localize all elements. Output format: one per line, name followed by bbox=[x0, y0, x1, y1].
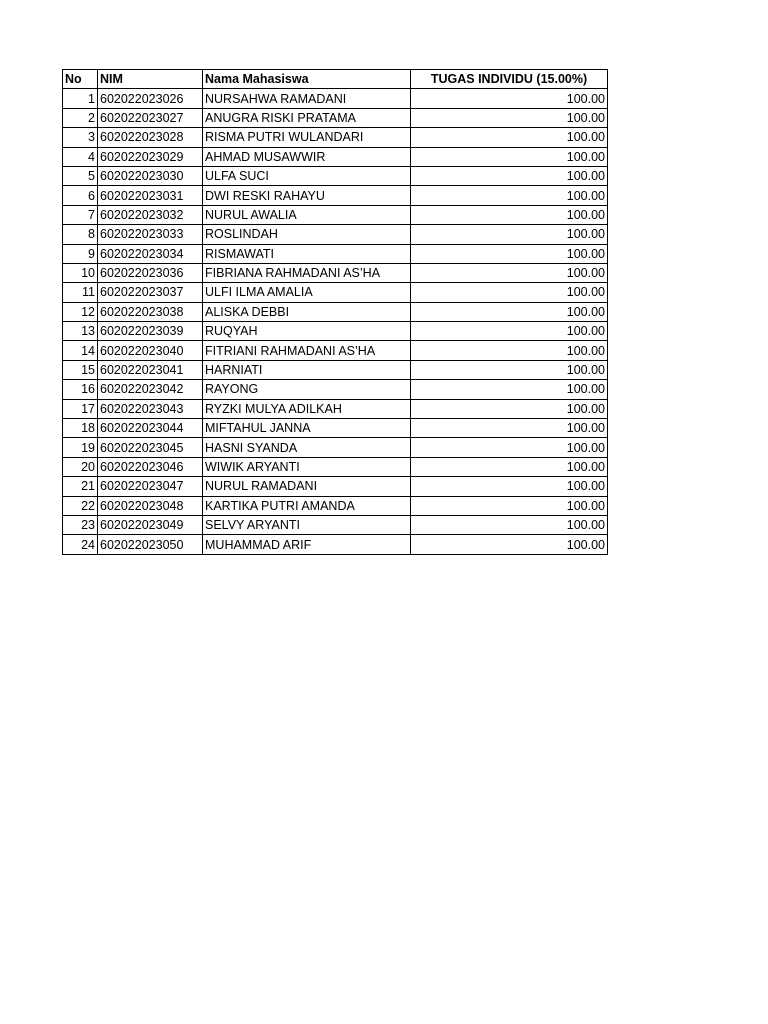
student-name: ANUGRA RISKI PRATAMA bbox=[203, 108, 411, 127]
student-name: ULFA SUCI bbox=[203, 166, 411, 185]
table-row bbox=[63, 380, 608, 399]
table-row bbox=[63, 205, 608, 224]
student-name: HARNIATI bbox=[203, 360, 411, 379]
table-row bbox=[63, 496, 608, 515]
student-id: 602022023045 bbox=[98, 438, 203, 457]
score-value: 100.00 bbox=[411, 457, 608, 476]
row-number: 4 bbox=[63, 147, 98, 166]
student-name: KARTIKA PUTRI AMANDA bbox=[203, 496, 411, 515]
student-name: ALISKA DEBBI bbox=[203, 302, 411, 321]
student-id: 602022023031 bbox=[98, 186, 203, 205]
table-row bbox=[63, 438, 608, 457]
row-number: 14 bbox=[63, 341, 98, 360]
student-id: 602022023039 bbox=[98, 322, 203, 341]
row-number: 3 bbox=[63, 128, 98, 147]
student-name: SELVY ARYANTI bbox=[203, 515, 411, 534]
student-name: MIFTAHUL JANNA bbox=[203, 419, 411, 438]
student-id: 602022023030 bbox=[98, 166, 203, 185]
table-row bbox=[63, 166, 608, 185]
table-row bbox=[63, 128, 608, 147]
student-id: 602022023050 bbox=[98, 535, 203, 554]
row-number: 12 bbox=[63, 302, 98, 321]
table-header bbox=[63, 70, 608, 89]
table-row bbox=[63, 244, 608, 263]
student-name: RISMA PUTRI WULANDARI bbox=[203, 128, 411, 147]
score-value: 100.00 bbox=[411, 477, 608, 496]
student-name: ULFI ILMA AMALIA bbox=[203, 283, 411, 302]
grades-table bbox=[62, 69, 608, 555]
score-value: 100.00 bbox=[411, 419, 608, 438]
student-id: 602022023043 bbox=[98, 399, 203, 418]
student-id: 602022023046 bbox=[98, 457, 203, 476]
student-name: WIWIK ARYANTI bbox=[203, 457, 411, 476]
score-value: 100.00 bbox=[411, 244, 608, 263]
score-value: 100.00 bbox=[411, 360, 608, 379]
student-name: FITRIANI RAHMADANI AS’HA bbox=[203, 341, 411, 360]
score-value: 100.00 bbox=[411, 166, 608, 185]
row-number: 8 bbox=[63, 225, 98, 244]
score-value: 100.00 bbox=[411, 147, 608, 166]
student-id: 602022023028 bbox=[98, 128, 203, 147]
table-row bbox=[63, 322, 608, 341]
row-number: 5 bbox=[63, 166, 98, 185]
student-id: 602022023032 bbox=[98, 205, 203, 224]
score-value: 100.00 bbox=[411, 515, 608, 534]
table-row bbox=[63, 535, 608, 554]
row-number: 20 bbox=[63, 457, 98, 476]
table-row bbox=[63, 341, 608, 360]
table-row bbox=[63, 399, 608, 418]
student-name: RYZKI MULYA ADILKAH bbox=[203, 399, 411, 418]
table-row bbox=[63, 360, 608, 379]
row-number: 2 bbox=[63, 108, 98, 127]
table-row bbox=[63, 477, 608, 496]
score-value: 100.00 bbox=[411, 399, 608, 418]
student-id: 602022023044 bbox=[98, 419, 203, 438]
student-name: FIBRIANA RAHMADANI AS’HA bbox=[203, 263, 411, 282]
row-number: 13 bbox=[63, 322, 98, 341]
row-number: 23 bbox=[63, 515, 98, 534]
score-value: 100.00 bbox=[411, 263, 608, 282]
row-number: 9 bbox=[63, 244, 98, 263]
student-id: 602022023033 bbox=[98, 225, 203, 244]
student-name: MUHAMMAD ARIF bbox=[203, 535, 411, 554]
row-number: 22 bbox=[63, 496, 98, 515]
student-id: 602022023048 bbox=[98, 496, 203, 515]
score-value: 100.00 bbox=[411, 108, 608, 127]
student-name: RUQYAH bbox=[203, 322, 411, 341]
row-number: 21 bbox=[63, 477, 98, 496]
score-value: 100.00 bbox=[411, 186, 608, 205]
student-name: AHMAD MUSAWWIR bbox=[203, 147, 411, 166]
student-name: NURUL AWALIA bbox=[203, 205, 411, 224]
header-name: Nama Mahasiswa bbox=[203, 70, 411, 89]
row-number: 6 bbox=[63, 186, 98, 205]
student-id: 602022023047 bbox=[98, 477, 203, 496]
row-number: 24 bbox=[63, 535, 98, 554]
header-nim: NIM bbox=[98, 70, 203, 89]
row-number: 18 bbox=[63, 419, 98, 438]
score-value: 100.00 bbox=[411, 496, 608, 515]
row-number: 15 bbox=[63, 360, 98, 379]
score-value: 100.00 bbox=[411, 380, 608, 399]
table-row bbox=[63, 457, 608, 476]
row-number: 10 bbox=[63, 263, 98, 282]
table-row bbox=[63, 89, 608, 108]
table-row bbox=[63, 515, 608, 534]
table-row bbox=[63, 108, 608, 127]
score-value: 100.00 bbox=[411, 302, 608, 321]
score-value: 100.00 bbox=[411, 283, 608, 302]
table-row bbox=[63, 147, 608, 166]
score-value: 100.00 bbox=[411, 341, 608, 360]
table-row bbox=[63, 225, 608, 244]
student-id: 602022023034 bbox=[98, 244, 203, 263]
table-row bbox=[63, 186, 608, 205]
student-id: 602022023026 bbox=[98, 89, 203, 108]
student-name: RISMAWATI bbox=[203, 244, 411, 263]
score-value: 100.00 bbox=[411, 535, 608, 554]
student-id: 602022023042 bbox=[98, 380, 203, 399]
row-number: 19 bbox=[63, 438, 98, 457]
student-id: 602022023029 bbox=[98, 147, 203, 166]
student-id: 602022023037 bbox=[98, 283, 203, 302]
student-name: NURSAHWA RAMADANI bbox=[203, 89, 411, 108]
header-no: No bbox=[63, 70, 98, 89]
score-value: 100.00 bbox=[411, 225, 608, 244]
table-row bbox=[63, 302, 608, 321]
table-row bbox=[63, 419, 608, 438]
row-number: 16 bbox=[63, 380, 98, 399]
row-number: 11 bbox=[63, 283, 98, 302]
score-value: 100.00 bbox=[411, 322, 608, 341]
row-number: 17 bbox=[63, 399, 98, 418]
header-row bbox=[63, 70, 608, 89]
student-name: RAYONG bbox=[203, 380, 411, 399]
table-row bbox=[63, 283, 608, 302]
score-value: 100.00 bbox=[411, 205, 608, 224]
row-number: 7 bbox=[63, 205, 98, 224]
student-id: 602022023040 bbox=[98, 341, 203, 360]
student-id: 602022023027 bbox=[98, 108, 203, 127]
table-row bbox=[63, 263, 608, 282]
table-body bbox=[63, 89, 608, 554]
student-id: 602022023049 bbox=[98, 515, 203, 534]
header-score: TUGAS INDIVIDU (15.00%) bbox=[411, 70, 608, 89]
student-id: 602022023036 bbox=[98, 263, 203, 282]
student-id: 602022023038 bbox=[98, 302, 203, 321]
score-value: 100.00 bbox=[411, 438, 608, 457]
score-value: 100.00 bbox=[411, 128, 608, 147]
student-name: NURUL RAMADANI bbox=[203, 477, 411, 496]
student-name: ROSLINDAH bbox=[203, 225, 411, 244]
row-number: 1 bbox=[63, 89, 98, 108]
student-name: HASNI SYANDA bbox=[203, 438, 411, 457]
student-id: 602022023041 bbox=[98, 360, 203, 379]
student-name: DWI RESKI RAHAYU bbox=[203, 186, 411, 205]
score-value: 100.00 bbox=[411, 89, 608, 108]
